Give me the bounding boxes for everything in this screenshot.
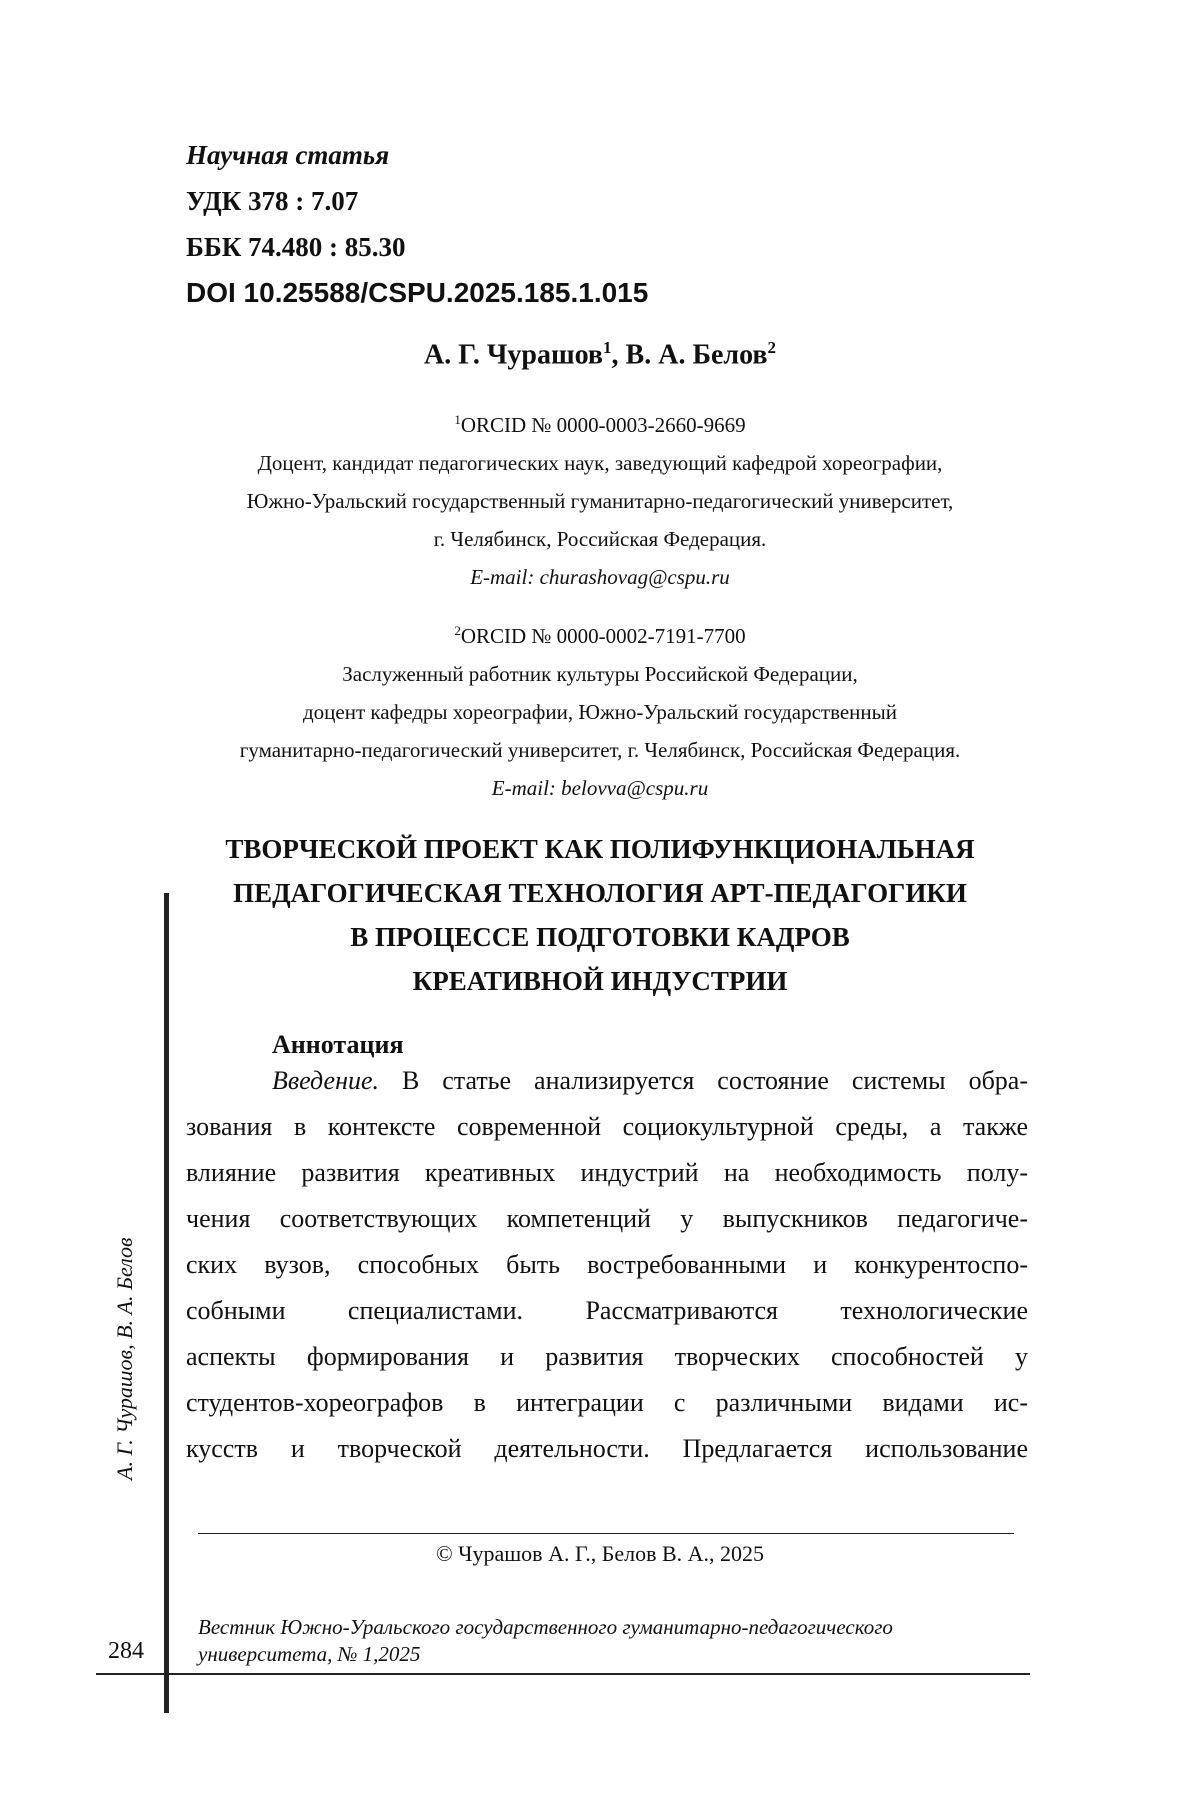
abstract-line: аспекты формирования и развития творческих способностей у [186,1334,1028,1380]
title-line: В ПРОЦЕССЕ ПОДГОТОВКИ КАДРОВ [140,915,1060,959]
abstract-line: Введение. В статье анализируется состояние системы обра- [272,1058,1028,1104]
article-title [140,827,1060,1003]
title-line: ТВОРЧЕСКОЙ ПРОЕКТ КАК ПОЛИФУНКЦИОНАЛЬНАЯ [140,827,1060,871]
affiliation-1-line: Южно-Уральский государственный гуманитарно-педагогический университет, [160,482,1040,520]
journal-line: университета, № 1,2025 [198,1641,1028,1668]
journal-citation [198,1614,1028,1668]
author-2-mark: 2 [768,338,777,357]
abstract-line: влияние развития креативных индустрий на необходимость полу- [186,1150,1028,1196]
affiliation-1-email: E-mail: churashovag@cspu.ru [160,558,1040,596]
author-1-name: А. Г. Чурашов [424,339,603,370]
title-line: КРЕАТИВНОЙ ИНДУСТРИИ [140,959,1060,1003]
authors-line [0,338,1200,371]
page-number: 284 [108,1638,144,1665]
affiliation-1-mark: 1 [454,412,461,427]
affiliation-2-line: гуманитарно-педагогический университет, г. Челябинск, Российская Федерация. [160,731,1040,769]
affiliation-2-line: Заслуженный работник культуры Российской Федерации, [160,655,1040,693]
copyright-note: © Чурашов А. Г., Белов В. А., 2025 [0,1541,1200,1567]
footnote-rule [198,1533,1014,1534]
abstract-line: студентов-хореографов в интеграции с различными видами ис- [186,1380,1028,1426]
article-type: Научная статья [186,140,389,171]
affiliation-2-mark: 2 [454,623,461,638]
author-2-name: В. А. Белов [626,339,768,370]
footer-rule [96,1673,1030,1675]
margin-vertical-rule [164,893,169,1713]
doi: DOI 10.25588/CSPU.2025.185.1.015 [186,277,648,309]
abstract-line: чения соответствующих компетенций у выпускников педагогиче- [186,1196,1028,1242]
bbk-code: ББК 74.480 : 85.30 [186,232,406,263]
affiliation-1 [160,401,1040,596]
authors-separator: , [612,339,626,370]
running-head: А. Г. Чурашов, В. А. Белов [112,1237,138,1480]
journal-line: Вестник Южно-Уральского государственного гуманитарно-педагогического [198,1614,1028,1641]
affiliation-1-orcid: 1ORCID № 0000-0003-2660-9669 [160,401,1040,444]
affiliation-2-email: E-mail: belovva@cspu.ru [160,769,1040,807]
affiliation-2-line: доцент кафедры хореографии, Южно-Уральский государственный [160,693,1040,731]
abstract-line: зования в контексте современной социокультурной среды, а также [186,1104,1028,1150]
affiliation-2 [160,612,1040,807]
affiliation-1-line: г. Челябинск, Российская Федерация. [160,520,1040,558]
abstract-lead: Введение. [272,1066,379,1095]
udk-code: УДК 378 : 7.07 [186,186,358,217]
affiliation-1-line: Доцент, кандидат педагогических наук, заведующий кафедрой хореографии, [160,444,1040,482]
abstract-line: собными специалистами. Рассматриваются технологические [186,1288,1028,1334]
title-line: ПЕДАГОГИЧЕСКАЯ ТЕХНОЛОГИЯ АРТ-ПЕДАГОГИКИ [140,871,1060,915]
affiliation-2-orcid: 2ORCID № 0000-0002-7191-7700 [160,612,1040,655]
abstract-line: кусств и творческой деятельности. Предлагается использование [186,1426,1028,1472]
abstract-line: ских вузов, способных быть востребованными и конкурентоспо- [186,1242,1028,1288]
author-1-mark: 1 [603,338,612,357]
abstract-heading: Аннотация [272,1030,404,1060]
